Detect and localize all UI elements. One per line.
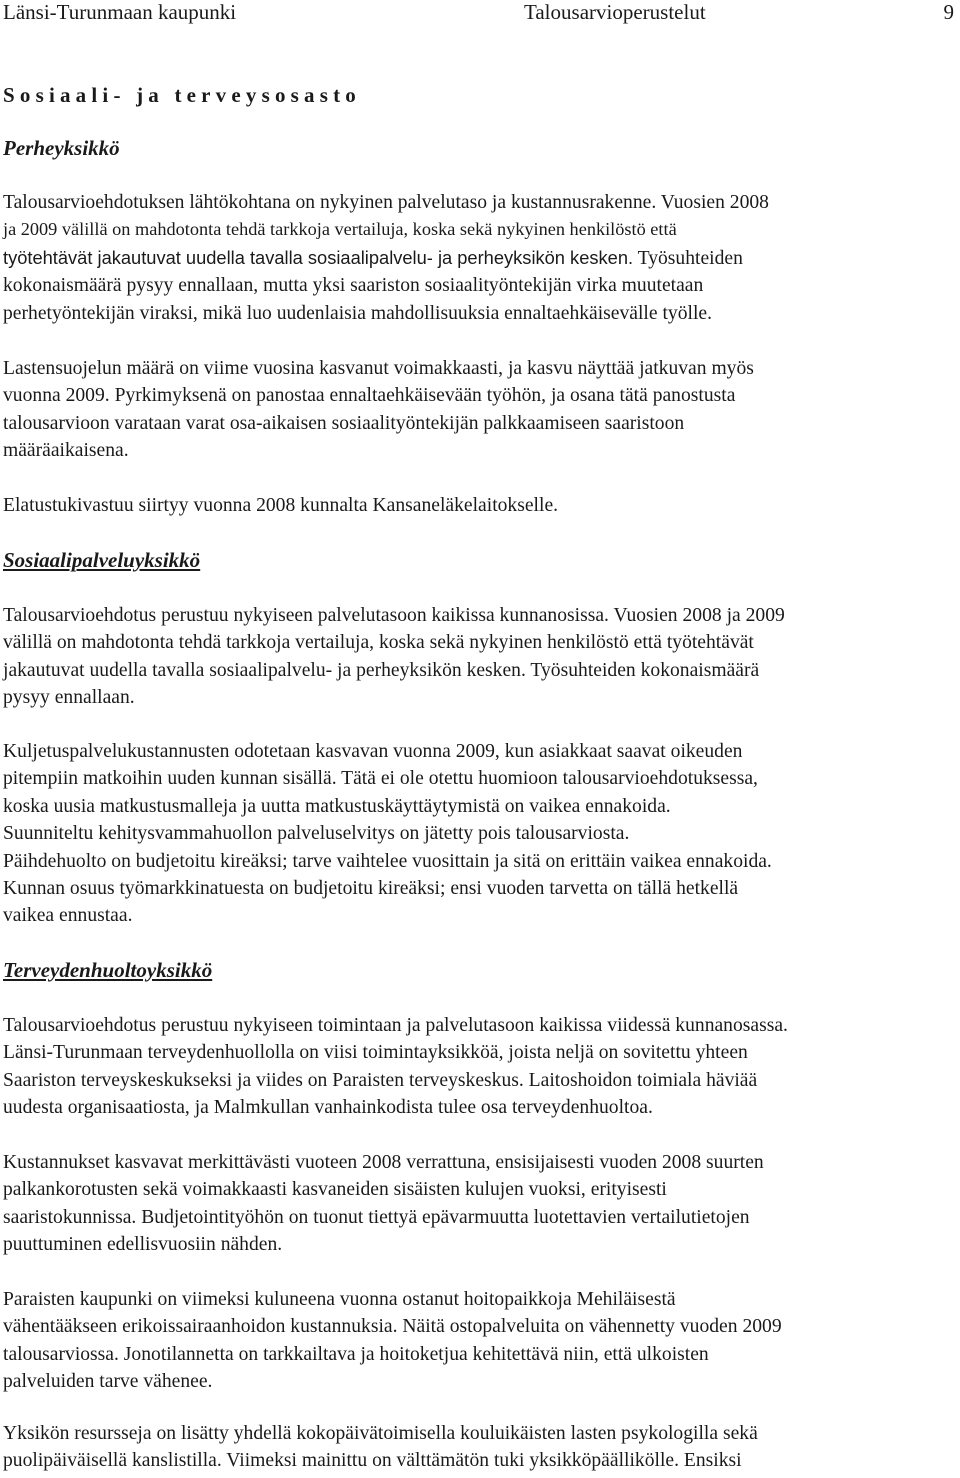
paragraph-terveydenhuolto-1 xyxy=(3,1012,958,1122)
text-fragment: Työsuhteiden xyxy=(637,247,743,269)
paragraph-terveydenhuolto-4 xyxy=(3,1420,958,1475)
text-line: Länsi-Turunmaan terveydenhuollolla on viisi toimintayksikköä, joista neljä on sovitettu yhteen xyxy=(3,1042,748,1064)
text-line: Kuljetuspalvelukustannusten odotetaan kasvavan vuonna 2009, kun asiakkaat saavat oikeuden xyxy=(3,741,743,762)
text-line: kokonaismäärä pysyy ennallaan, mutta yksi saariston sosiaalityöntekijän virka muutetaan xyxy=(3,275,704,297)
page-header xyxy=(3,0,954,28)
text-line: talousarvioon varataan varat osa-aikaisen sosiaalityöntekijän palkkaamiseen saaristoon xyxy=(3,412,685,434)
text-line: Talousarvioehdotuksen lähtökohtana on nykyinen palvelutaso ja kustannusrakenne. Vuosien 2008 xyxy=(3,192,769,213)
paragraph-sosiaalipalvelu-2 xyxy=(3,738,958,930)
text-line: Elatustukivastuu siirtyy vuonna 2008 kunnalta Kansaneläkelaitokselle. xyxy=(3,495,559,516)
header-municipality: Länsi-Turunmaan kaupunki xyxy=(3,0,237,24)
text-fragment: vuonna 2009. xyxy=(3,385,110,407)
department-title: Sosiaali- ja terveysosasto xyxy=(3,83,362,107)
text-line xyxy=(3,382,958,409)
section-heading-sosiaalipalveluyksikko: Sosiaalipalveluyksikkö xyxy=(3,548,201,572)
text-line: saaristokunnissa. Budjetointityöhön on tuonut tiettyä epävarmuutta luotettavien vertailutietojen xyxy=(3,1206,750,1228)
paragraph-perheyksikko-2 xyxy=(3,355,958,465)
text-line: pitempiin matkoihin uuden kunnan sisällä. Tätä ei ole otettu huomioon talousarvioehdotuksessa, xyxy=(3,768,758,790)
text-line: Kunnan osuus työmarkkinatuesta on budjetoitu kireäksi; ensi vuoden tarvetta on tällä hetkellä xyxy=(3,878,739,900)
text-line: Kustannukset kasvavat merkittävästi vuoteen 2008 verrattuna, ensisijaisesti vuoden 2008 suurten xyxy=(3,1152,764,1173)
text-line: Yksikön resursseja on lisätty yhdellä kokopäivätoimisella kouluikäisten lasten psykologilla sekä xyxy=(3,1423,758,1444)
text-line: uudesta organisaatiosta, ja Malmkullan vanhainkodista tulee osa terveydenhuoltoa. xyxy=(3,1097,653,1119)
text-line: Talousarvioehdotus perustuu nykyiseen palvelutasoon kaikissa kunnanosissa. Vuosien 2008 ja 2009 xyxy=(3,605,785,626)
text-line: Saariston terveyskeskukseksi ja viides on Paraisten terveyskeskus. Laitoshoidon toimiala häviää xyxy=(3,1069,758,1091)
page-number: 9 xyxy=(943,0,954,24)
text-fragment: Pyrkimyksenä on panostaa ennaltaehkäisevään työhön, ja osana tätä panostusta xyxy=(114,385,736,407)
text-line: talousarviossa. Jonotilannetta on tarkkailtava ja hoitoketjua kehitettävä niin, että ulkoisten xyxy=(3,1343,709,1365)
header-document-title: Talousarvioperustelut xyxy=(524,0,706,24)
text-line: Lastensuojelun määrä on viime vuosina kasvanut voimakkaasti, ja kasvu näyttää jatkuvan myös xyxy=(3,358,754,379)
text-line: palkankorotusten sekä voimakkaasti kasvaneiden sisäisten kulujen vuoksi, erityisesti xyxy=(3,1179,667,1201)
text-line: puolipäiväisellä kanslistilla. Viimeksi mainittu on välttämätön tuki yksikköpäällikölle. Ensiksi xyxy=(3,1450,742,1472)
text-line xyxy=(3,244,958,272)
paragraph-terveydenhuolto-3 xyxy=(3,1286,958,1396)
text-line: perhetyöntekijän viraksi, mikä luo uudenlaisia mahdollisuuksia ennaltaehkäisevälle työlle. xyxy=(3,302,712,324)
text-line: puuttuminen edellisvuosiin nähden. xyxy=(3,1234,283,1256)
text-line: vaikea ennustaa. xyxy=(3,905,133,927)
paragraph-perheyksikko-1 xyxy=(3,189,958,327)
text-line: Päihdehuolto on budjetoitu kireäksi; tarve vaihtelee vuosittain ja sitä on erittäin vaikea ennakoida. xyxy=(3,850,772,872)
text-line: Paraisten kaupunki on viimeksi kuluneena vuonna ostanut hoitopaikkoja Mehiläisestä xyxy=(3,1289,676,1310)
section-heading-terveydenhuoltoyksikko: Terveydenhuoltoyksikkö xyxy=(3,958,213,982)
text-line: palveluiden tarve vähenee. xyxy=(3,1371,213,1393)
text-line: ja 2009 välillä on mahdotonta tehdä tarkkoja vertailuja, koska sekä nykyinen henkilöstö että xyxy=(3,219,677,240)
paragraph-sosiaalipalvelu-1 xyxy=(3,602,958,712)
section-heading-perheyksikko: Perheyksikkö xyxy=(3,136,120,160)
text-line: koska uusia matkustusmalleja ja uutta matkustuskäyttäytymistä on vaikea ennakoida. xyxy=(3,795,671,817)
paragraph-perheyksikko-3 xyxy=(3,492,958,519)
text-fragment: työtehtävät jakautuvat uudella tavalla sosiaalipalvelu- ja perheyksikön kesken. xyxy=(3,246,634,268)
text-line: vähentääkseen erikoissairaanhoidon kustannuksia. Näitä ostopalveluita on vähennetty vuoden 2009 xyxy=(3,1316,782,1338)
text-line: välillä on mahdotonta tehdä tarkkoja vertailuja, koska sekä nykyinen henkilöstö että työtehtävät xyxy=(3,632,754,654)
text-line: Talousarvioehdotus perustuu nykyiseen toimintaan ja palvelutasoon kaikissa viidessä kunnanosassa. xyxy=(3,1015,788,1036)
paragraph-terveydenhuolto-2 xyxy=(3,1149,958,1259)
text-line: määräaikaisena. xyxy=(3,440,129,462)
text-line: Suunniteltu kehitysvammahuollon palveluselvitys on jätetty pois talousarviosta. xyxy=(3,823,630,845)
text-line: pysyy ennallaan. xyxy=(3,687,135,709)
text-line: jakautuvat uudella tavalla sosiaalipalvelu- ja perheyksikön kesken. Työsuhteiden kokonaismäärä xyxy=(3,659,760,681)
